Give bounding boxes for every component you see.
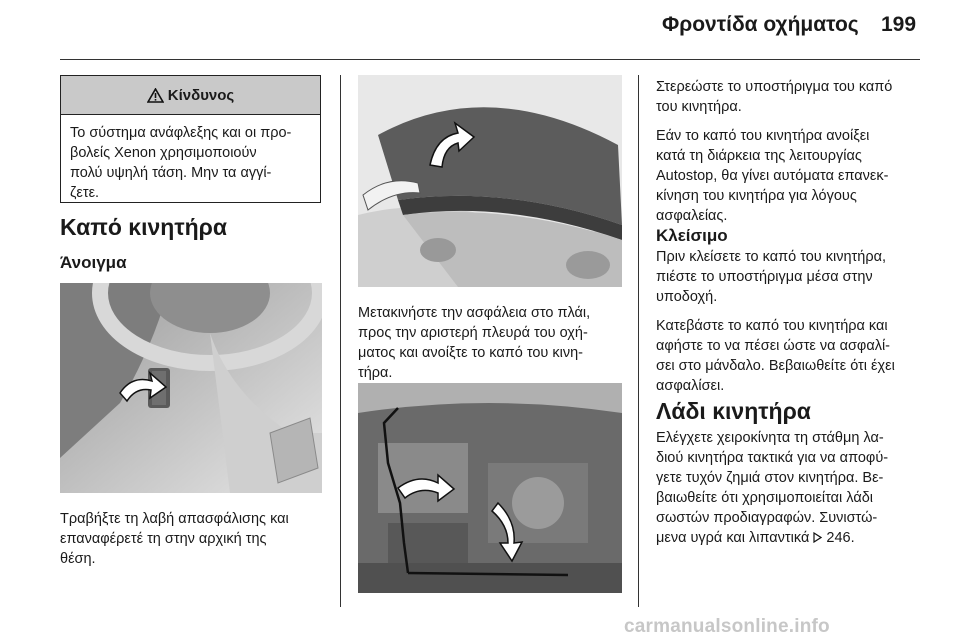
closing-subtitle: Κλείσιμο [656, 226, 728, 245]
closing-line: Κατεβάστε το καπό του κινητήρα και [656, 318, 888, 334]
step1-line: θέση. [60, 551, 96, 567]
hood-support-illustration [358, 383, 622, 593]
closing-line: ασφαλίσει. [656, 378, 725, 394]
support-line: Στερεώστε το υποστήριγμα του καπό [656, 79, 893, 95]
oil-line: γετε τυχόν ζημιά στον κινητήρα. Βε- [656, 470, 884, 486]
column-divider-2 [638, 75, 639, 607]
section-title: Καπό κινητήρα [60, 214, 228, 240]
warning-line: ζετε. [70, 185, 100, 201]
closing-line: αφήστε το να πέσει ώστε να ασφαλί- [656, 338, 890, 354]
closing-text [656, 247, 931, 405]
closing-paragraph-2 [656, 316, 931, 396]
danger-warning-box [60, 75, 321, 203]
oil-line: σωστών προδιαγραφών. Συνιστώ- [656, 510, 878, 526]
closing-line: πιέστε το υποστήριγμα μέσα στην [656, 269, 873, 285]
page-reference-link[interactable]: 246. [826, 530, 855, 546]
warning-header [61, 76, 320, 115]
warning-line: βολείς Xenon χρησιμοποιούν [70, 145, 257, 161]
autostop-line: κίνηση του κινητήρα για λόγους [656, 188, 857, 204]
autostop-line: ασφαλείας. [656, 208, 728, 224]
oil-line: Ελέγχετε χειροκίνητα τη στάθμη λα- [656, 430, 884, 446]
step1-line: Τραβήξτε τη λαβή απασφάλισης και [60, 511, 289, 527]
autostop-line: Autostop, θα γίνει αυτόματα επανεκ- [656, 168, 889, 184]
step2-line: προς την αριστερή πλευρά του οχή- [358, 325, 588, 341]
oil-line: διού κινητήρα τακτικά για να αποφύ- [656, 450, 889, 466]
warning-text [61, 115, 320, 203]
oil-line: μενα υγρά και λιπαντικά [656, 530, 810, 546]
hood-opening-illustration [358, 75, 622, 287]
closing-paragraph-1 [656, 247, 931, 307]
support-and-autostop-text [656, 77, 926, 235]
step1-line: επαναφέρετέ τη στην αρχική της [60, 531, 267, 547]
warning-line: πολύ υψηλή τάση. Μην τα αγγί- [70, 165, 272, 181]
opening-subtitle: Άνοιγμα [60, 253, 127, 272]
header-divider [60, 59, 920, 60]
step2-line: τήρα. [358, 365, 393, 381]
engine-oil-text [656, 428, 931, 548]
support-line: του κινητήρα. [656, 99, 742, 115]
support-paragraph [656, 77, 926, 117]
page-number: 199 [881, 13, 917, 36]
step2-text [358, 303, 633, 383]
watermark-text: carmanualsonline.info [624, 616, 830, 637]
warning-title: Κίνδυνος [167, 86, 235, 104]
closing-line: Πριν κλείσετε το καπό του κινητήρα, [656, 249, 886, 265]
step1-text [60, 509, 330, 569]
oil-line: βαιωθείτε ότι χρησιμοποιείται λάδι [656, 490, 874, 506]
oil-line-with-reference [656, 528, 931, 548]
step2-line: ματος και ανοίξτε το καπό του κινη- [358, 345, 584, 361]
page-header-title: Φροντίδα οχήματος [662, 13, 859, 36]
autostop-line: Εάν το καπό του κινητήρα ανοίξει [656, 128, 870, 144]
autostop-paragraph [656, 126, 926, 226]
warning-line: Το σύστημα ανάφλεξης και οι προ- [70, 125, 292, 141]
closing-line: υποδοχή. [656, 289, 718, 305]
closing-line: σει στο μάνδαλο. Βεβαιωθείτε ότι έχει [656, 358, 895, 374]
release-handle-illustration [60, 283, 322, 493]
autostop-line: κατά τη διάρκεια της λειτουργίας [656, 148, 862, 164]
page-reference-arrow-icon[interactable] [813, 532, 822, 543]
step2-line: Μετακινήστε την ασφάλεια στο πλάι, [358, 305, 591, 321]
column-divider-1 [340, 75, 341, 607]
engine-oil-title: Λάδι κινητήρα [656, 398, 811, 424]
warning-triangle-icon [147, 88, 164, 103]
